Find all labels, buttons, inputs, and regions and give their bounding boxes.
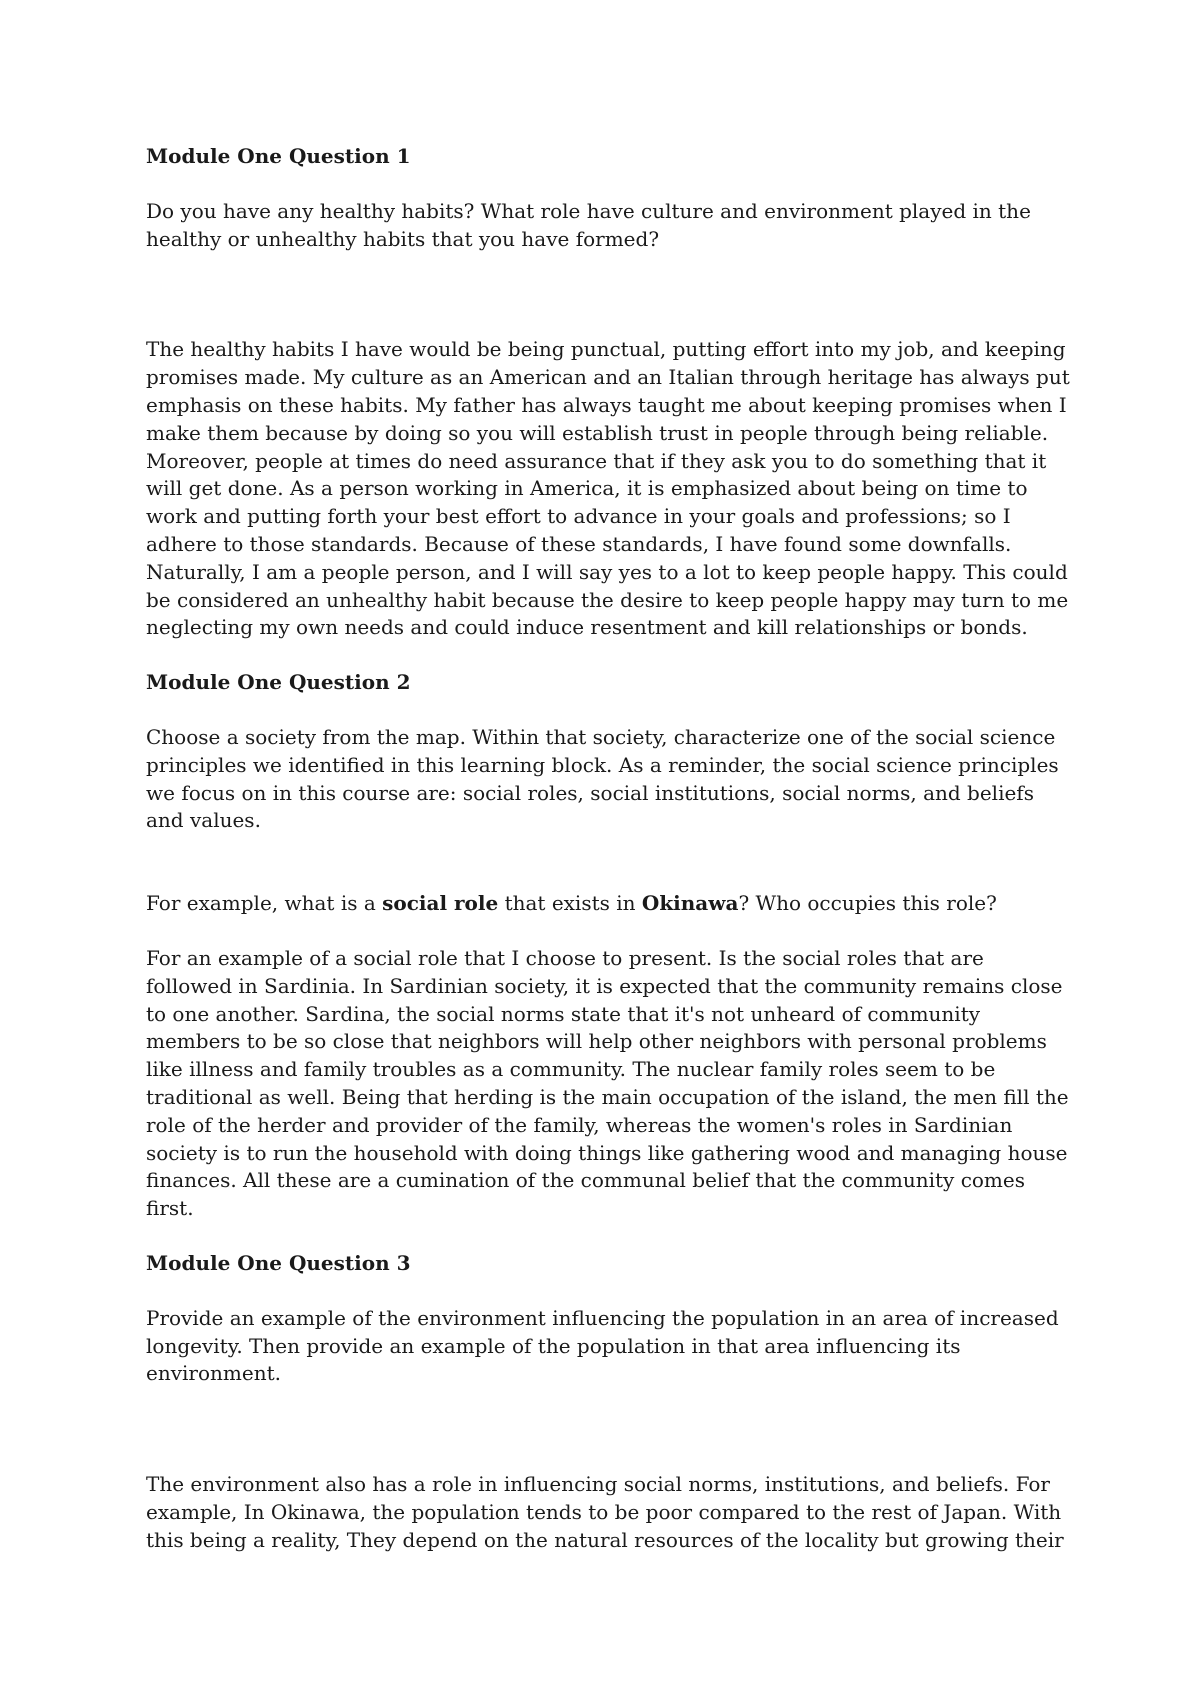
q2-example-text-1: For example, what is a bbox=[146, 891, 383, 916]
q2-example-bold-okinawa: Okinawa bbox=[641, 891, 739, 916]
q3-prompt: Provide an example of the environment influencing the population in an area of increased longevity. Then provide an example of the population in that area influencing its environment. bbox=[146, 1305, 1059, 1386]
q1-answer: The healthy habits I have would be being punctual, putting effort into my job, and keeping promises made. My culture as an American and an Italian through heritage has always put emphasis on these habits. My father has always taught me about keeping promises when I make them because by doing so you will establish trust in people through being reliable. Moreover, people at times do need assurance that if they ask you to do something that it will get done. As a person working in America, it is emphasized about being on time to work and putting forth your best effort to advance in your goals and professions; so I adhere to those standards. Because of these standards, I have found some downfalls. Naturally, I am a people person, and I will say yes to a lot to keep people happy. This could be considered an unhealthy habit because the desire to keep people happy may turn to me neglecting my own needs and could induce resentment and kill relationships or bonds. bbox=[146, 337, 1070, 640]
q2-example-bold-social-role: social role bbox=[382, 891, 499, 916]
q3-heading: Module One Question 3 bbox=[146, 1250, 411, 1275]
q2-example bbox=[146, 890, 1076, 918]
q1-heading: Module One Question 1 bbox=[146, 144, 411, 168]
q2-answer: For an example of a social role that I choose to present. Is the social roles that are followed in Sardinia. In Sardinian society, it is expected that the community remains close to one another. Sardina, the social norms state that it's not unheard of community members to be so close that neighbors will help other neighbors with personal problems like illness and family troubles as a community. The nuclear family roles seem to be traditional as well. Being that herding is the main occupation of the island, the men fill the role of the herder and provider of the family, whereas the women's roles in Sardinian society is to run the household with doing things like gathering wood and managing house finances. All these are a cumination of the communal belief that the community comes first. bbox=[146, 945, 1069, 1221]
q2-example-text-3: ? Who occupies this role? bbox=[738, 891, 997, 916]
q2-prompt: Choose a society from the map. Within that society, characterize one of the social science principles we identified in this learning block. As a reminder, the social science principles we focus on in this course are: social roles, social institutions, social norms, and beliefs and values. bbox=[146, 724, 1059, 833]
q3-answer: The environment also has a role in influencing social norms, institutions, and beliefs. For example, In Okinawa, the population tends to be poor compared to the rest of Japan. With this being a reality, They depend on the natural resources of the locality but growing their bbox=[146, 1472, 1064, 1552]
q1-prompt: Do you have any healthy habits? What role have culture and environment played in the healthy or unhealthy habits that you have formed? bbox=[146, 198, 1031, 251]
q2-example-text-2: that exists in bbox=[498, 891, 642, 916]
document-page bbox=[146, 143, 1076, 1581]
q2-heading: Module One Question 2 bbox=[146, 670, 411, 695]
